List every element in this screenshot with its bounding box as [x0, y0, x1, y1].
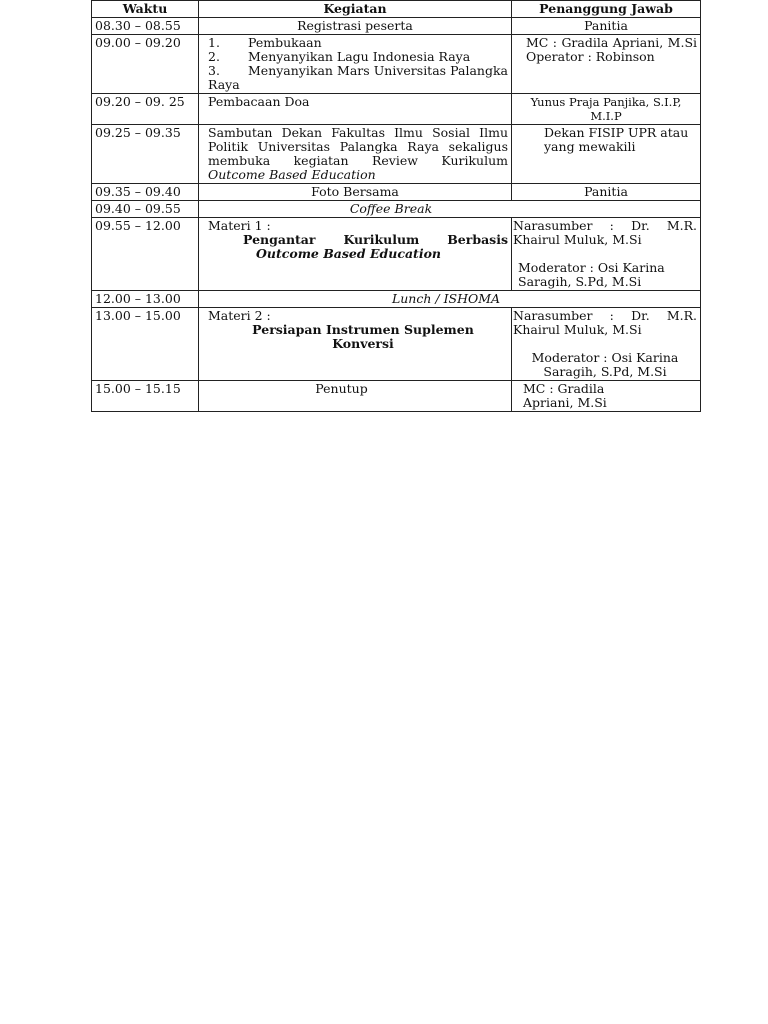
activity-cell	[199, 201, 701, 218]
list-number: 2.	[208, 49, 220, 64]
activity-text: Sambutan Dekan Fakultas Ilmu Sosial Ilmu Politik Universitas Palangka Raya sekaligus membuka kegiatan Review Kurikulum	[208, 125, 508, 168]
table-row	[92, 291, 701, 308]
list-number: 1.	[208, 35, 220, 50]
responsible-cell: MC : Gradila Apriani, M.Si Operator : Robinson	[512, 35, 701, 94]
moderator-text: Moderator : Osi Karina Saragih, S.Pd, M.Si	[531, 350, 679, 379]
responsible-cell: Panitia	[512, 18, 701, 35]
schedule-table	[91, 0, 701, 412]
header-responsible: Penanggung Jawab	[512, 1, 701, 18]
activity-cell: Foto Bersama	[199, 184, 512, 201]
time-cell: 08.30 – 08.55	[92, 18, 199, 35]
header-time: Waktu	[92, 1, 199, 18]
responsible-cell: Dekan FISIP UPR atau yang mewakili	[512, 125, 701, 184]
activity-cell	[199, 308, 512, 381]
table-row	[92, 308, 701, 381]
list-item	[202, 64, 508, 92]
responsible-cell	[512, 218, 701, 291]
list-text: Pembukaan	[248, 35, 322, 50]
time-cell: 12.00 – 13.00	[92, 291, 199, 308]
responsible-cell: Yunus Praja Panjika, S.I.P, M.I.P	[512, 94, 701, 125]
time-cell: 09.20 – 09. 25	[92, 94, 199, 125]
materi-title: Pengantar Kurikulum Berbasis	[243, 232, 508, 247]
time-cell: 15.00 – 15.15	[92, 381, 199, 412]
activity-cell	[199, 125, 512, 184]
activity-cell	[199, 218, 512, 291]
header-activity: Kegiatan	[199, 1, 512, 18]
time-cell: 09.00 – 09.20	[92, 35, 199, 94]
time-cell: 09.35 – 09.40	[92, 184, 199, 201]
activity-cell: Registrasi peserta	[199, 18, 512, 35]
list-item	[208, 50, 508, 64]
time-cell: 09.40 – 09.55	[92, 201, 199, 218]
activity-italic-text: Outcome Based Education	[208, 167, 376, 182]
time-cell: 09.55 – 12.00	[92, 218, 199, 291]
speaker-text: Narasumber : Dr. M.R. Khairul Muluk, M.Si	[513, 218, 697, 247]
activity-text: Lunch / ISHOMA	[391, 291, 501, 306]
materi-label: Materi 1 :	[208, 218, 271, 233]
table-row	[92, 35, 701, 94]
list-number: 3.	[208, 63, 220, 78]
table-header-row	[92, 1, 701, 18]
table-row	[92, 381, 701, 412]
list-item	[208, 36, 508, 50]
materi-label: Materi 2 :	[208, 308, 271, 323]
responsible-cell: Panitia	[512, 184, 701, 201]
activity-cell: Pembacaan Doa	[199, 94, 512, 125]
list-text: Menyanyikan Lagu Indonesia Raya	[248, 49, 471, 64]
table-row	[92, 94, 701, 125]
table-row	[92, 18, 701, 35]
responsible-cell: MC : Gradila Apriani, M.Si	[512, 381, 701, 412]
speaker-text: Narasumber : Dr. M.R. Khairul Muluk, M.Si	[513, 308, 697, 337]
activity-text: Coffee Break	[349, 201, 433, 216]
time-cell: 13.00 – 15.00	[92, 308, 199, 381]
table-row	[92, 184, 701, 201]
materi-title-italic: Outcome Based Education	[256, 246, 441, 261]
time-cell: 09.25 – 09.35	[92, 125, 199, 184]
table-row	[92, 201, 701, 218]
table-row	[92, 125, 701, 184]
table-row	[92, 218, 701, 291]
activity-cell	[199, 35, 512, 94]
moderator-text: Moderator : Osi Karina Saragih, S.Pd, M.Si	[518, 260, 665, 289]
list-text: Menyanyikan Mars Universitas Palangka Raya	[208, 63, 508, 92]
activity-cell	[199, 291, 701, 308]
materi-title: Persiapan Instrumen Suplemen Konversi	[252, 322, 474, 351]
activity-cell: Penutup	[199, 381, 512, 412]
responsible-cell	[512, 308, 701, 381]
